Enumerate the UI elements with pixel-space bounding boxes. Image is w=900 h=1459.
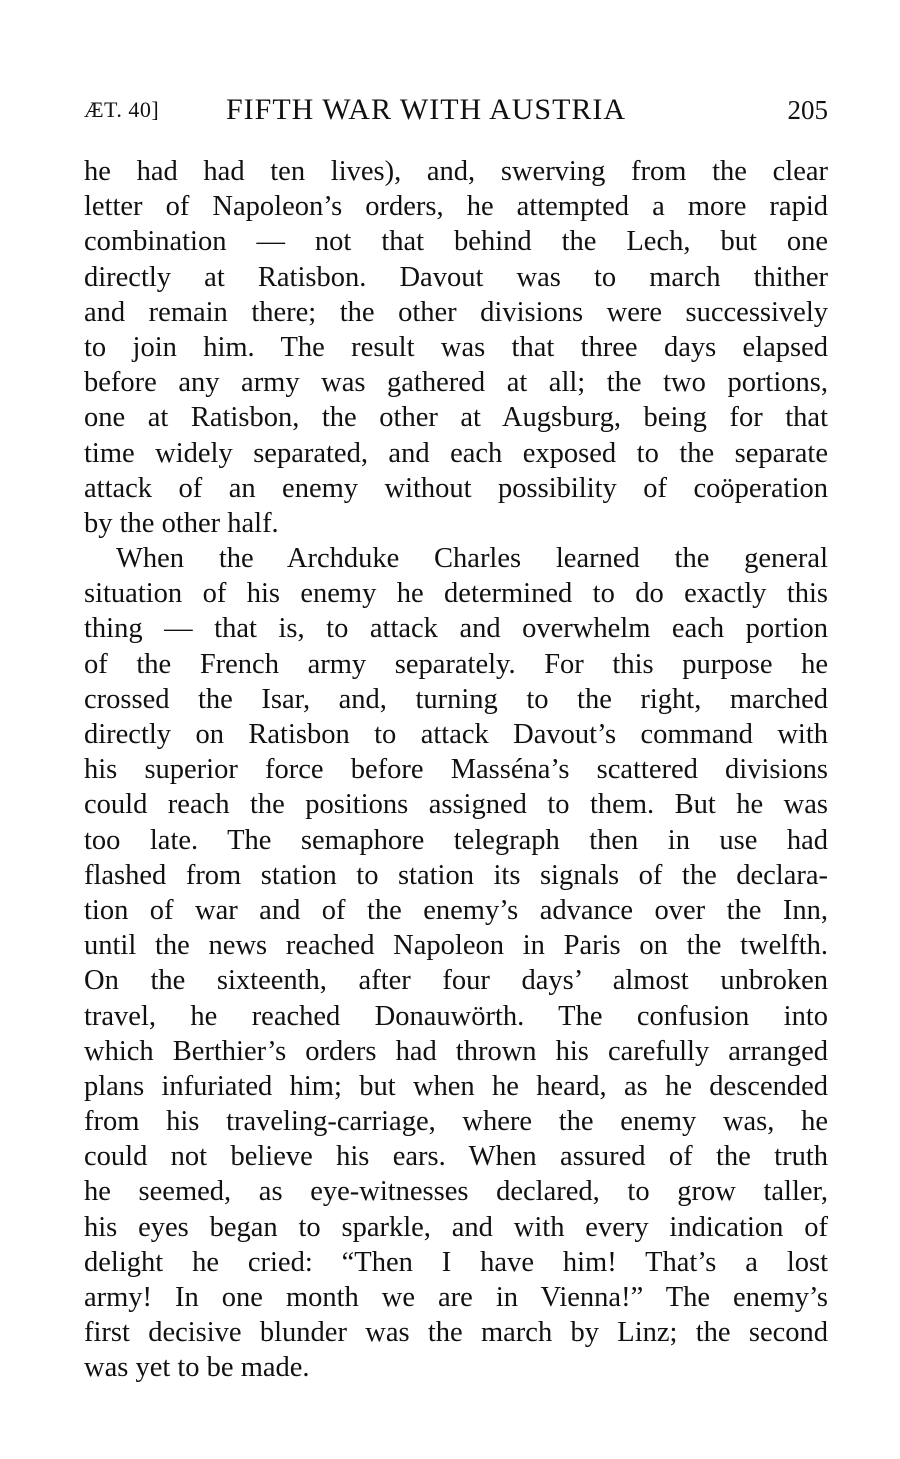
text-line: On the sixteenth, after four days’ almost unbroken [84, 965, 828, 997]
text-line: army! In one month we are in Vienna!” The enemy’s [84, 1282, 828, 1313]
text-line: he had had ten lives), and, swerving from the clear [84, 156, 828, 187]
text-line: directly at Ratisbon. Davout was to march thither [84, 261, 828, 293]
text-line: his eyes began to sparkle, and with every indication of [84, 1211, 828, 1243]
text-line: too late. The semaphore telegraph then in use had [84, 824, 828, 856]
body-text [84, 154, 828, 1386]
header-age-marker: ÆT. 40] [84, 97, 160, 122]
text-line: his superior force before Masséna’s scattered divisions [84, 754, 828, 786]
text-line: could reach the positions assigned to them. But he was [84, 789, 828, 821]
text-line: travel, he reached Donauwörth. The confusion into [84, 1000, 828, 1032]
text-line: delight he cried: “Then I have him! That’s a lost [84, 1246, 828, 1278]
page-number: 205 [787, 95, 828, 125]
text-line: one at Ratisbon, the other at Augsburg, being for that [84, 402, 828, 434]
text-line: first decisive blunder was the march by Linz; the second [84, 1317, 828, 1349]
text-line: was yet to be made. [84, 1352, 310, 1384]
text-line: When the Archduke Charles learned the general [116, 543, 828, 575]
text-line: of the French army separately. For this purpose he [84, 648, 828, 680]
text-line: crossed the Isar, and, turning to the right, marched [84, 683, 828, 715]
text-line: which Berthier’s orders had thrown his carefully arranged [84, 1035, 828, 1067]
text-line: could not believe his ears. When assured of the truth [84, 1141, 828, 1173]
text-line: directly on Ratisbon to attack Davout’s command with [84, 719, 828, 750]
text-line: and remain there; the other divisions were successively [84, 296, 828, 328]
text-line: combination — not that behind the Lech, but one [84, 226, 828, 258]
text-line: before any army was gathered at all; the two portions, [84, 367, 828, 399]
running-head [84, 90, 828, 130]
text-line: situation of his enemy he determined to do exactly this [84, 578, 828, 610]
text-line: he seemed, as eye-witnesses declared, to grow taller, [84, 1176, 828, 1208]
text-line: time widely separated, and each exposed to the separate [84, 437, 828, 469]
text-line: thing — that is, to attack and overwhelm each portion [84, 613, 828, 645]
text-line: by the other half. [84, 507, 279, 539]
text-line: letter of Napoleon’s orders, he attempted a more rapid [84, 191, 828, 223]
text-line: flashed from station to station its signals of the declara- [84, 859, 828, 891]
text-line: attack of an enemy without possibility of coöperation [84, 472, 828, 504]
text-line: from his traveling-carriage, where the enemy was, he [84, 1106, 828, 1138]
header-title: FIFTH WAR WITH AUSTRIA [226, 93, 627, 126]
text-line: tion of war and of the enemy’s advance over the Inn, [84, 894, 828, 926]
text-line: plans infuriated him; but when he heard, as he descended [84, 1070, 828, 1102]
text-line: to join him. The result was that three days elapsed [84, 331, 828, 363]
text-line: until the news reached Napoleon in Paris on the twelfth. [84, 930, 828, 962]
